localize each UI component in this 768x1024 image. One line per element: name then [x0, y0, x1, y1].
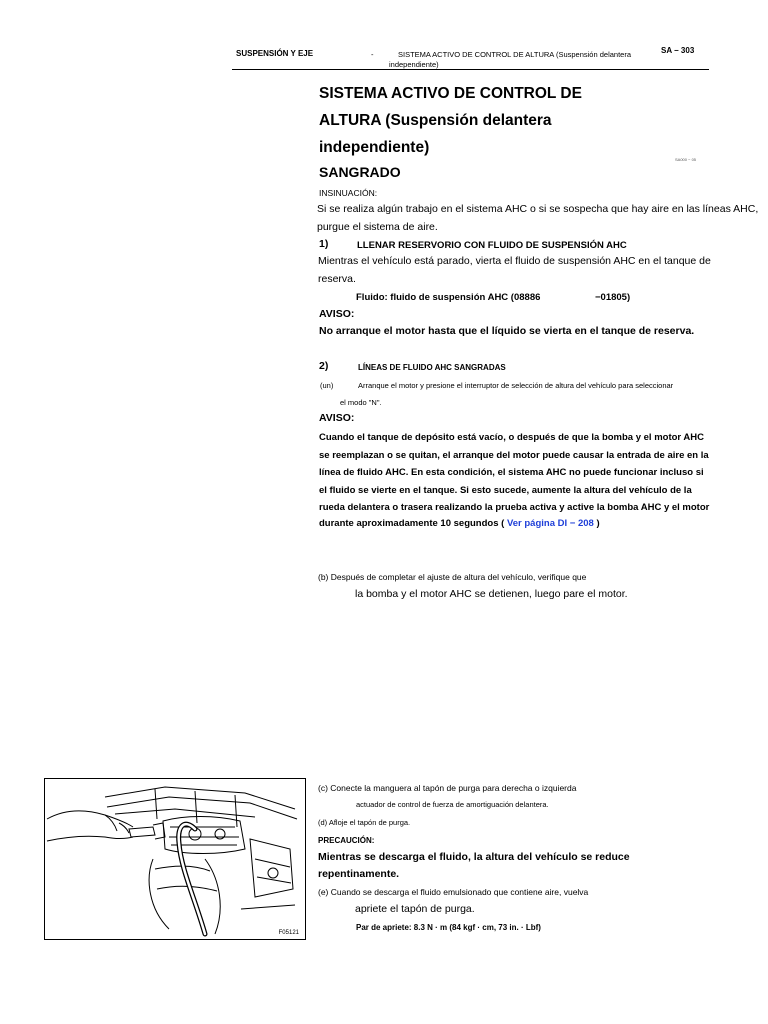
section-heading: SANGRADO [319, 164, 401, 180]
page-reference-link[interactable]: Ver página DI − 208 [506, 518, 594, 529]
hint-line1: Si se realiza algún trabajo en el sistema AHC o si se sospecha que hay aire en las líneas AHC, [317, 203, 759, 215]
step2-a-marker: (un) [320, 381, 334, 390]
step2-notice-last-start: durante aproximadamente 10 segundos ( [319, 518, 505, 529]
step2-b-line1: (b) Después de completar el ajuste de altura del vehículo, verifique que [318, 572, 587, 582]
step2-d-line: (d) Afloje el tapón de purga. [318, 818, 411, 827]
step2-notice-line-3: el fluido se vierte en el tanque. Si esto sucede, aumente la altura del vehículo de la [319, 485, 692, 496]
step2-b-line2: la bomba y el motor AHC se detienen, luego pare el motor. [355, 588, 628, 600]
illustration-drawing [45, 779, 305, 939]
header-rule [232, 69, 709, 70]
step2-notice-last-end: ) [596, 518, 600, 529]
page-title-line2: ALTURA (Suspensión delantera [319, 112, 552, 129]
code-mark: SA000 − 05 [675, 157, 697, 162]
page-title-line3: independiente) [319, 139, 430, 156]
page-number: SA − 303 [661, 46, 695, 55]
step2-notice-last-line [319, 518, 600, 529]
fluid-label: Fluido: fluido de suspensión AHC (08886 [356, 292, 541, 303]
caution-line2: repentinamente. [318, 868, 400, 880]
caution-line1: Mientras se descarga el fluido, la altura del vehículo se reduce [318, 851, 630, 863]
fluid-code: −01805) [595, 292, 631, 303]
header-section: SUSPENSIÓN Y EJE [236, 49, 314, 58]
page-title-line1: SISTEMA ACTIVO DE CONTROL DE [319, 85, 582, 102]
step1-notice-label: AVISO: [319, 308, 355, 320]
caution-label: PRECAUCIÓN: [318, 836, 375, 845]
step1-line1: Mientras el vehículo está parado, vierta el fluido de suspensión AHC en el tanque de [318, 255, 711, 267]
step1-line2: reserva. [318, 273, 356, 285]
step2-number: 2) [319, 360, 329, 372]
step2-a-line2: el modo "N". [340, 398, 382, 407]
step2-notice-line-4: rueda delantera o trasera realizando la prueba activa y active la bomba AHC y el motor [319, 502, 710, 513]
step2-e-line1: (e) Cuando se descarga el fluido emulsionado que contiene aire, vuelva [318, 887, 589, 897]
hint-label: INSINUACIÓN: [319, 188, 378, 198]
header-dash: - [371, 50, 374, 59]
header-subtitle-line1: SISTEMA ACTIVO DE CONTROL DE ALTURA (Suspensión delantera [398, 50, 632, 59]
step2-a-line1: Arranque el motor y presione el interruptor de selección de altura del vehículo para seleccionar [358, 381, 674, 390]
step1-notice-text: No arranque el motor hasta que el líquido se vierta en el tanque de reserva. [319, 325, 695, 337]
step2-title: LÍNEAS DE FLUIDO AHC SANGRADAS [358, 363, 506, 372]
step2-e-line2: apriete el tapón de purga. [355, 903, 475, 915]
step1-number: 1) [319, 238, 329, 250]
header-subtitle-line2: independiente) [389, 60, 439, 69]
step1-title: LLENAR RESERVORIO CON FLUIDO DE SUSPENSIÓN AHC [357, 240, 627, 251]
step2-notice-label: AVISO: [319, 412, 355, 424]
hint-line2: purgue el sistema de aire. [317, 221, 438, 233]
torque-spec: Par de apriete: 8.3 N · m (84 kgf · cm, 73 in. · Lbf) [356, 923, 541, 932]
step2-notice-line-1: se reemplazan o se quitan, el arranque del motor puede causar la entrada de aire en la [319, 450, 709, 461]
bleeder-hose-illustration [44, 778, 306, 940]
step2-notice-line-0: Cuando el tanque de depósito está vacío, o después de que la bomba y el motor AHC [319, 432, 704, 443]
step2-c-line2: actuador de control de fuerza de amortiguación delantera. [356, 800, 549, 809]
step2-notice-line-2: línea de fluido AHC. En esta condición, el sistema AHC no puede funcionar incluso si [319, 467, 704, 478]
step2-c-line1: (c) Conecte la manguera al tapón de purga para derecha o izquierda [318, 783, 577, 793]
figure-label: F05121 [278, 930, 299, 936]
